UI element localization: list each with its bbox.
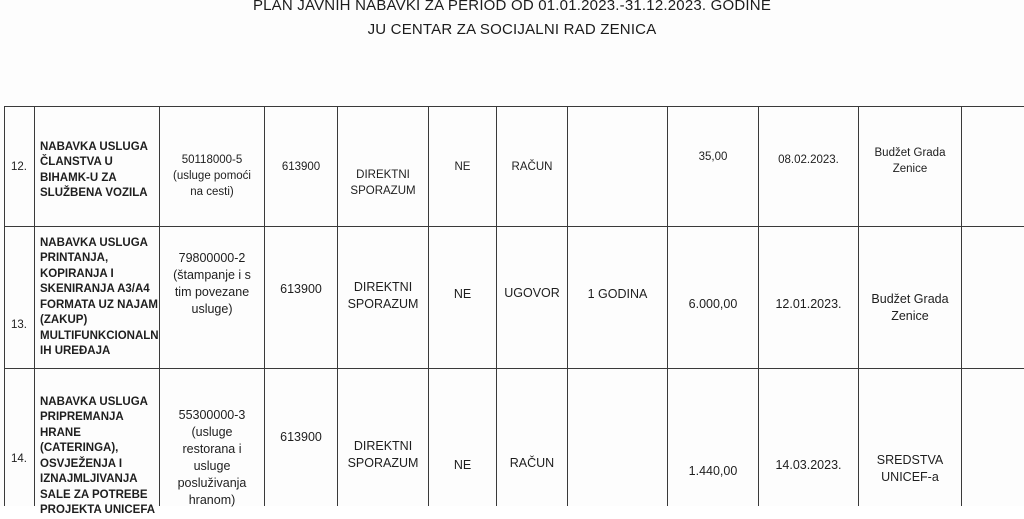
- funding-source: Budžet Grada Zenice: [871, 291, 949, 323]
- planned-date: 12.01.2023.: [775, 297, 842, 311]
- cpv-code: 79800000-2 (štampanje i s tim povezane usluge): [173, 250, 251, 316]
- funding-source: SREDSTVA UNICEF-a: [876, 452, 944, 484]
- estimated-value: 35,00: [698, 150, 728, 163]
- procurement-subject: NABAVKA USLUGA PRIPREMANJA HRANE (CATERINGA), OSVJEŽENJA I IZNAJMLJIVANJA SALE ZA POTREBE PROJEKTA UNICEFA: [40, 395, 156, 516]
- budget-account: 613900: [281, 160, 321, 173]
- contract-type: RAČUN: [511, 160, 553, 173]
- table-line: [34, 106, 35, 506]
- budget-account: 613900: [280, 282, 322, 296]
- e-auction: NE: [453, 458, 472, 472]
- funding-source: Budžet Grada Zenice: [874, 146, 946, 175]
- procurement-subject: NABAVKA USLUGA ČLANSTVA U BIHAMK-U ZA SLUŽBENA VOZILA: [40, 140, 148, 199]
- row-number: 14.: [11, 452, 27, 465]
- procedure-type: DIREKTNI SPORAZUM: [350, 168, 416, 197]
- planned-date: 08.02.2023.: [778, 153, 839, 166]
- contract-duration: [568, 369, 667, 506]
- cpv-code: 50118000-5 (usluge pomoći na cesti): [173, 153, 251, 198]
- estimated-value: 6.000,00: [688, 297, 738, 311]
- table-line: [961, 106, 962, 506]
- e-auction: NE: [453, 287, 472, 301]
- contract-duration: 1 GODINA: [587, 287, 648, 301]
- row-number: 12.: [11, 160, 27, 173]
- institution-name: JU CENTAR ZA SOCIJALNI RAD ZENICA: [367, 21, 657, 38]
- estimated-value: 1.440,00: [688, 464, 738, 478]
- procedure-type: DIREKTNI SPORAZUM: [347, 438, 419, 470]
- contract-type: RAČUN: [509, 456, 555, 470]
- procurement-subject: NABAVKA USLUGA PRINTANJA, KOPIRANJA I SKENIRANJA A3/A4 FORMATA UZ NAJAM (ZAKUP) MULTIFUNKCIONALN IH UREĐAJA: [40, 236, 159, 357]
- contract-duration: [568, 107, 667, 226]
- planned-date: 14.03.2023.: [775, 458, 842, 472]
- document-title: PLAN JAVNIH NABAVKI ZA PERIOD OD 01.01.2023.-31.12.2023. GODINE: [252, 0, 772, 14]
- contract-type: UGOVOR: [504, 286, 560, 300]
- budget-account: 613900: [280, 430, 322, 444]
- procedure-type: DIREKTNI SPORAZUM: [347, 279, 419, 311]
- row-number: 13.: [11, 318, 27, 331]
- e-auction: NE: [454, 160, 471, 173]
- cpv-code: 55300000-3 (usluge restorana i usluge posluživanja hranom): [177, 407, 247, 507]
